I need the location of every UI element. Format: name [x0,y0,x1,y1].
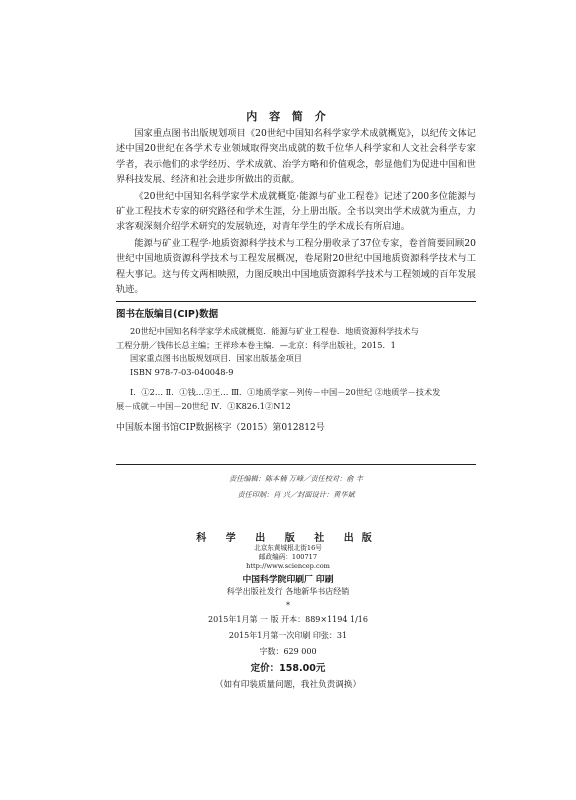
cip-series-line: 国家重点图书出版规划项目．国家出版基金项目 [130,353,302,363]
cip-number: 中国版本图书馆CIP数据核字（2015）第012812号 [116,423,325,433]
cip-heading: 图书在版编目(CIP)数据 [116,309,219,320]
cip-isbn: ISBN 978-7-03-040048-9 [130,366,234,377]
printer-name: 中国科学院印刷厂 印刷 [242,575,334,585]
cip-bottom-divider [116,464,476,465]
separator-star: * [286,601,290,610]
summary-body [116,126,476,298]
cip-top-divider [116,301,476,302]
staff-line: 责任印制：肖 兴／封面设计：黄华斌 [237,490,355,499]
publisher-postcode: 邮政编码：100717 [258,553,318,561]
cip-subject-line: Ⅰ．①2… Ⅱ．①钱…②王… Ⅲ．①地质学家－列传－中国－20世纪 ②地质学－技术发 [130,387,441,397]
staff-line: 责任编辑：陈本楠 万峰／责任校对：俞 丰 [229,474,363,483]
printing-line: 2015年1月第一次印刷 印张：31 [228,631,348,640]
cip-title-line: 20世纪中国知名科学家学术成就概览．能源与矿业工程卷．地质资源科学技术与 [130,326,419,336]
cip-title-line: 工程分册／钱伟长总主编；王祥珍本卷主编．—北京：科学出版社，2015．1 [116,339,396,350]
price: 定价：158.00元 [250,663,326,674]
cip-block [116,325,476,436]
distribution-line: 科学出版社发行 各地新华书店经销 [226,587,350,596]
publisher-address: 北京东黄城根北街16号 [254,544,322,552]
summary-paragraph: 国家重点图书出版规划项目《20世纪中国知名科学家学术成就概览》，以纪传文体记述中国20世纪在各学术专业领域取得突出成就的数千位华人科学家和人文社会科学专家学者，表示他们的求学经历、学术成就、治学方略和价值观念，彰显他们为促进中国和世界科技发展、经济和社会进步所做出的贡献。 [116,128,476,186]
summary-paragraph: 《20世纪中国知名科学家学术成就概览·能源与矿业工程卷》记述了200多位能源与矿业工程技术专家的研究路径和学术生涯，分上册出版。全书以突出学术成就为重点，力求客观深刻介绍学术研究的发展轨迹，对青年学生的学术成长有所启迪。 [116,190,476,233]
summary-paragraph: 能源与矿业工程学·地质资源科学技术与工程分册收录了37位专家，卷首简要回顾20世纪中国地质资源科学技术与工程发展概况，卷尾附20世纪中国地质资源科学技术与工程大事记。这与传文两相映照，力图反映出中国地质资源科学技术与工程领域的百年发展轨迹。 [116,237,476,296]
cip-subject-line: 展－成就－中国－20世纪 Ⅳ．①K826.1②N12 [116,400,291,411]
edition-line: 2015年1月第 一 版 开本：889×1194 1/16 [208,615,368,624]
quality-notice: （如有印装质量问题，我社负责调换） [214,680,362,690]
publisher-website: http://www.sciencep.com [246,562,330,570]
publisher-name: 科 学 出 版 社 出版 [196,533,380,544]
word-count: 字数：629 000 [259,647,317,656]
summary-title: 内 容 简 介 [246,110,330,123]
